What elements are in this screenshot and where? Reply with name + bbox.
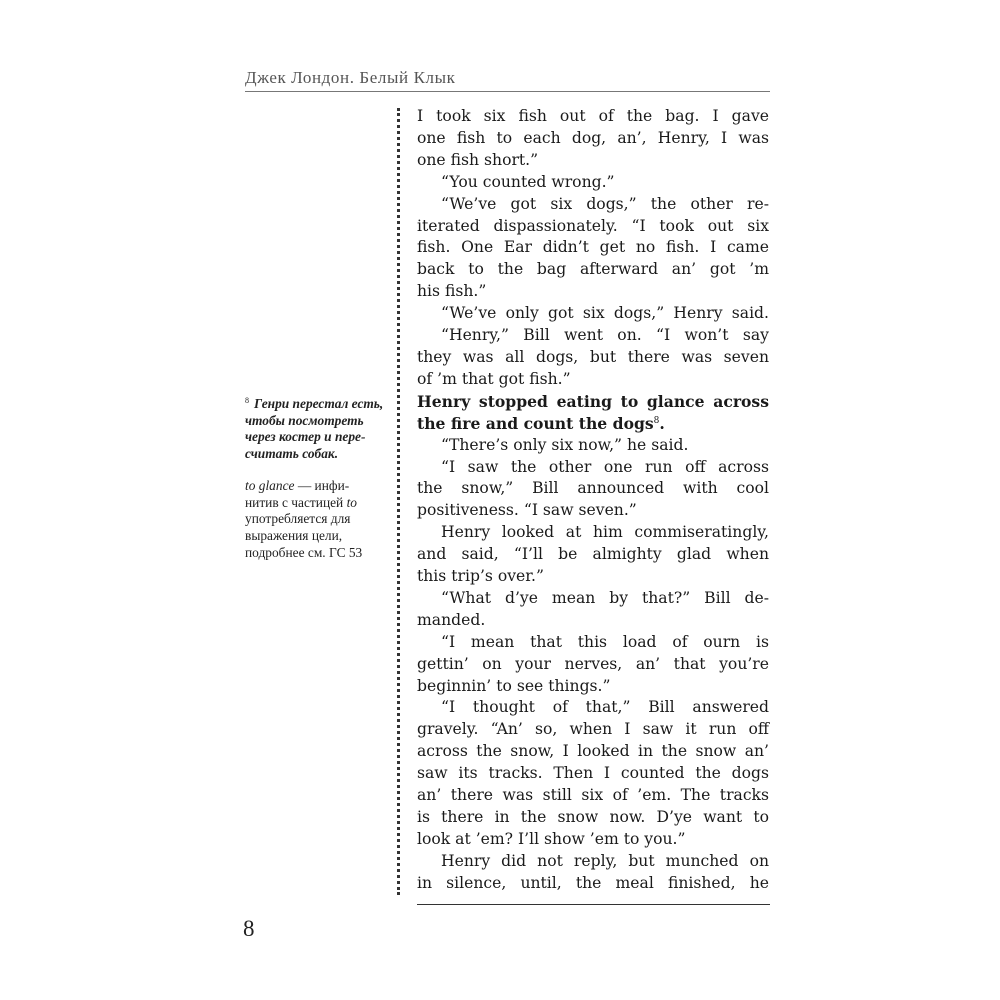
margin-note-line: употребляется для xyxy=(245,511,351,527)
text-line: “Henry,” Bill went on. “I won’t say xyxy=(441,326,769,345)
text-line: “We’ve got six dogs,” the other re- xyxy=(441,194,769,213)
text-line: fish. One Ear didn’t get no fish. I came xyxy=(417,238,769,257)
text-line: gravely. “An’ so, when I saw it run off xyxy=(417,720,769,739)
text-line: positiveness. “I saw seven.” xyxy=(417,501,637,520)
footnote-marker: 8 xyxy=(245,395,249,405)
text-line: “There’s only six now,” he said. xyxy=(441,435,689,454)
text-line: they was all dogs, but there was seven xyxy=(417,347,769,366)
text-line: in silence, until, the meal finished, he xyxy=(417,873,769,892)
text-line: “I saw the other one run off across xyxy=(441,457,769,476)
text-line: an’ there was still six of ’em. The tracks xyxy=(417,786,769,805)
text-line: of ’m that got fish.” xyxy=(417,369,571,388)
text-line: “I mean that this load of ourn is xyxy=(441,632,769,651)
text-line: beginnin’ to see things.” xyxy=(417,676,611,695)
text-line: manded. xyxy=(417,610,486,629)
margin-note-translation xyxy=(245,396,385,463)
margin-note-line: считать собак. xyxy=(245,446,339,462)
running-title: Джек Лондон. Белый Клык xyxy=(245,68,456,87)
text-line: back to the bag afterward an’ got ’m xyxy=(417,260,769,279)
footnote-reference: 8 xyxy=(653,415,660,426)
text-line: the snow,” Bill announced with cool xyxy=(417,479,769,498)
text-line: one fish short.” xyxy=(417,150,539,169)
margin-note-text: — инфи- xyxy=(294,478,350,493)
highlighted-line xyxy=(417,413,769,435)
text-line: one fish to each dog, an’, Henry, I was xyxy=(417,128,769,147)
text-line: Henry did not reply, but munched on xyxy=(441,851,769,870)
text-line: is there in the snow now. D’ye want to xyxy=(417,808,769,826)
margin-note-line: подробнее см. ГС 53 xyxy=(245,544,363,560)
bottom-rule xyxy=(417,904,770,905)
margin-note-line xyxy=(245,396,385,413)
text-line: this trip’s over.” xyxy=(417,567,544,586)
margin-note-line xyxy=(245,495,385,512)
grammar-particle: to xyxy=(346,494,357,510)
text-line: “What d’ye mean by that?” Bill de- xyxy=(441,588,769,607)
margin-note-text: нитив с частицей xyxy=(245,494,347,510)
main-text-column xyxy=(417,106,769,895)
grammar-term: to glance xyxy=(245,478,295,493)
text-line: and said, “I’ll be almighty glad when xyxy=(417,545,769,564)
margin-note-grammar xyxy=(245,478,385,562)
text-line: I took six fish out of the bag. I gave xyxy=(417,107,769,125)
text-line: across the snow, I looked in the snow an’ xyxy=(417,742,769,761)
footnote-punctuation: . xyxy=(659,413,665,433)
text-line: iterated dispassionately. “I took out six xyxy=(417,216,769,235)
text-line: his fish.” xyxy=(417,282,487,301)
page-number: 8 xyxy=(243,916,255,941)
text-line: “You counted wrong.” xyxy=(441,172,615,191)
margin-note-text: Генри перестал есть, xyxy=(254,396,384,411)
header-rule xyxy=(245,91,770,92)
dotted-margin-rule xyxy=(397,108,400,895)
text-line: “I thought of that,” Bill answered xyxy=(441,698,769,717)
text-line: look at ’em? I’ll show ’em to you.” xyxy=(417,829,686,848)
text-line: Henry looked at him commiseratingly, xyxy=(441,523,769,542)
margin-note-line: выражения цели, xyxy=(245,528,343,544)
margin-note-line: через костер и пере- xyxy=(245,429,366,445)
margin-note-line xyxy=(245,478,385,495)
highlighted-text: the fire and count the dogs xyxy=(417,413,654,433)
margin-note-line: чтобы посмотреть xyxy=(245,412,364,428)
text-line: saw its tracks. Then I counted the dogs xyxy=(417,764,769,783)
text-line: gettin’ on your nerves, an’ that you’re xyxy=(417,654,769,673)
highlighted-line: Henry stopped eating to glance across xyxy=(417,391,769,411)
text-line: “We’ve only got six dogs,” Henry said. xyxy=(441,304,769,323)
